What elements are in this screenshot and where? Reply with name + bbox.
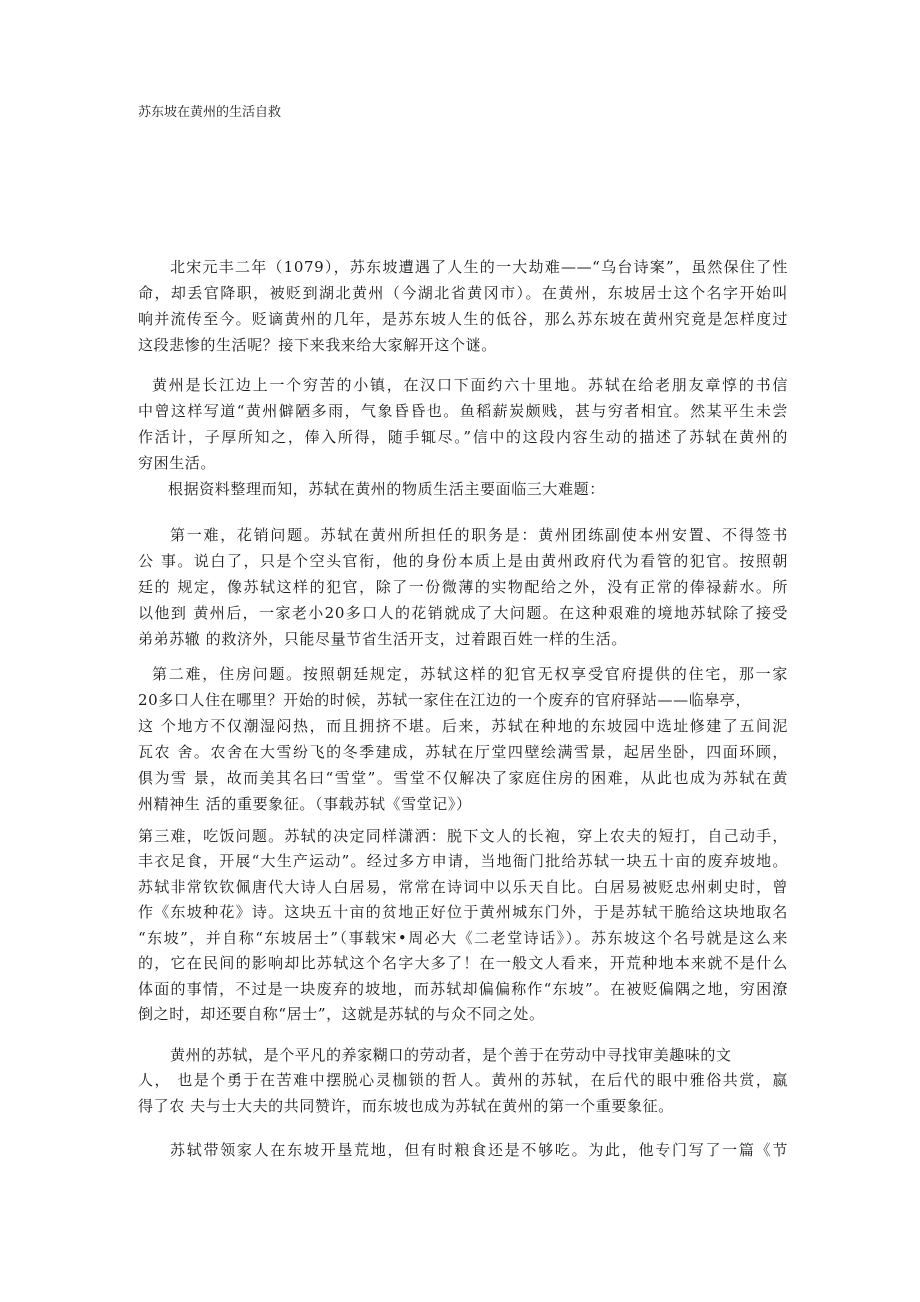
paragraph-4-line-3: 廷的 规定，像苏轼这样的犯官，除了一份微薄的实物配给之外，没有正常的俸禄薪水。所 — [138, 578, 788, 596]
paragraph-5-line-4: 瓦农 舍。农舍在大雪纷飞的冬季建成，苏轼在厅堂四壁绘满雪景，起居坐卧，四面环顾， — [138, 743, 788, 761]
paragraph-5-line-3: 这 个地方不仅潮湿闷热，而且拥挤不堪。后来，苏轼在种地的东坡园中选址修建了五间泥 — [138, 717, 788, 735]
paragraph-5-line-2: 20多口人住在哪里？开始的时候，苏轼一家住在江边的一个废弃的官府驿站——临皋亭， — [138, 691, 752, 709]
paragraph-4-line-1: 第一难，花销问题。苏轼在黄州所担任的职务是：黄州团练副使本州安置、不得签书 — [170, 526, 788, 544]
document-title: 苏东坡在黄州的生活自救 — [138, 105, 282, 120]
paragraph-6-line-8: 倒之时，却还要自称“居士”，这就是苏轼的与众不同之处。 — [138, 1005, 545, 1023]
paragraph-2-line-4: 穷困生活。 — [138, 454, 217, 472]
paragraph-6-line-2: 丰衣足食，开展“大生产运动”。经过多方申请，当地衙门批给苏轼一块五十亩的废弃坡地。 — [138, 852, 788, 870]
paragraph-7-line-1: 黄州的苏轼，是个平凡的养家糊口的劳动者，是个善于在劳动中寻找审美趣味的文 — [170, 1046, 732, 1064]
paragraph-1-line-1: 北宋元丰二年（1079），苏东坡遭遇了人生的一大劫难——“乌台诗案”，虽然保住了性 — [170, 258, 788, 276]
paragraph-6-line-4: 作《东坡种花》诗。这块五十亩的贫地正好位于黄州城东门外，于是苏轼干脆给这块地取名 — [138, 903, 788, 921]
paragraph-2-line-2: 中曾这样写道“黄州僻陋多雨，气象昏昏也。鱼稻薪炭颇贱，甚与穷者相宜。然某平生未尝 — [138, 402, 788, 420]
paragraph-1-line-3: 响并流传至今。贬谪黄州的几年，是苏东坡人生的低谷，那么苏东坡在黄州究竟是怎样度过 — [138, 310, 788, 328]
paragraph-4-line-5: 弟弟苏辙 的救济外，只能尽量节省生活开支，过着跟百姓一样的生活。 — [138, 630, 627, 648]
paragraph-6-line-5: “东坡”，并自称“东坡居士”（事载宋•周必大《二老堂诗话》）。苏东坡这个名号就是这么来 — [138, 929, 788, 947]
paragraph-1-line-4: 这段悲惨的生活呢？接下来我来给大家解开这个谜。 — [138, 336, 497, 354]
paragraph-6-line-3: 苏轼非常钦钦佩唐代大诗人白居易，常常在诗词中以乐天自比。白居易被贬忠州刺史时，曾 — [138, 878, 788, 896]
paragraph-6-line-7: 体面的事情，不过是一块废弃的坡地，而苏轼却偏偏称作“东坡”。在被贬偏隅之地，穷困潦 — [138, 980, 788, 998]
paragraph-3-line-1: 根据资料整理而知，苏轼在黄州的物质生活主要面临三大难题： — [168, 480, 605, 498]
paragraph-5-line-5: 俱为雪 景，故而美其名曰“雪堂”。雪堂不仅解决了家庭住房的困难，从此也成为苏轼在黄 — [138, 769, 788, 787]
paragraph-7-line-3: 得了农 夫与士大夫的共同赞许，而东坡也成为苏轼在黄州的第一个重要象征。 — [138, 1097, 674, 1115]
paragraph-8-line-1: 苏轼带领家人在东坡开垦荒地，但有时粮食还是不够吃。为此，他专门写了一篇《节 — [170, 1141, 788, 1159]
paragraph-2-line-3: 作活计，子厚所知之，俸入所得，随手辄尽。”信中的这段内容生动的描述了苏轼在黄州的 — [138, 428, 788, 446]
paragraph-2-line-1: 黄州是长江边上一个穷苦的小镇，在汉口下面约六十里地。苏轼在给老朋友章惇的书信 — [152, 376, 788, 394]
paragraph-7-line-2: 人， 也是个勇于在苦难中摆脱心灵枷锁的哲人。黄州的苏轼，在后代的眼中雅俗共赏，嬴 — [138, 1071, 788, 1089]
paragraph-5-line-1: 第二难，住房问题。按照朝廷规定，苏轼这样的犯官无权享受官府提供的住宅，那一家 — [152, 665, 788, 683]
paragraph-4-line-2: 公 事。说白了，只是个空头官衔，他的身份本质上是由黄州政府代为看管的犯官。按照朝 — [138, 552, 788, 570]
paragraph-4-line-4: 以他到 黄州后，一家老小20多口人的花销就成了大问题。在这种艰难的境地苏轼除了接受 — [138, 604, 788, 622]
paragraph-5-line-6: 州精神生 活的重要象征。（事载苏轼《雪堂记》） — [138, 795, 472, 813]
paragraph-1-line-2: 命，却丢官降职，被贬到湖北黄州（今湖北省黄冈市）。在黄州，东坡居士这个名字开始叫 — [138, 284, 788, 302]
paragraph-6-line-6: 的，它在民间的影响却比苏轼这个名字大多了！在一般文人看来，开荒种地本来就不是什么 — [138, 954, 788, 972]
paragraph-6-line-1: 第三难，吃饭问题。苏轼的决定同样潇洒：脱下文人的长袍，穿上农夫的短打，自己动手， — [138, 827, 788, 845]
